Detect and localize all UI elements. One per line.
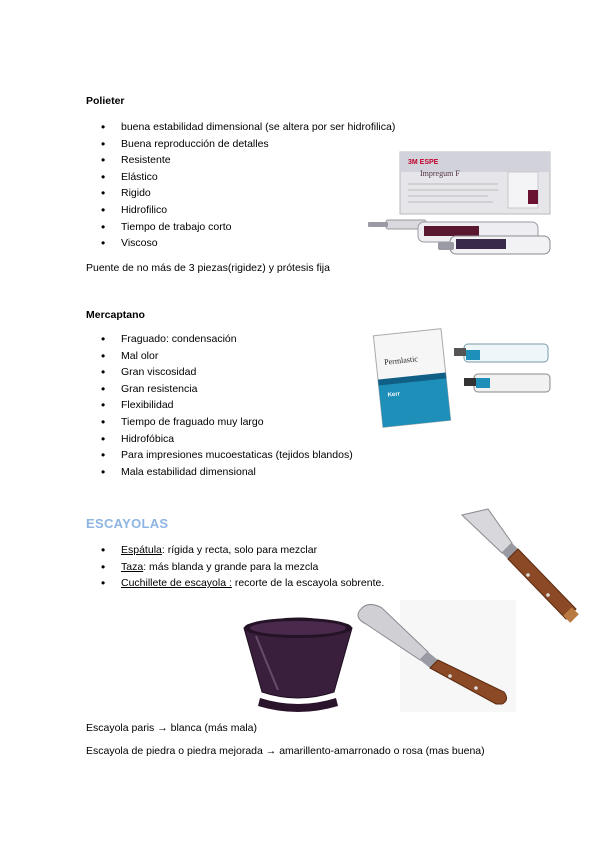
escayola-paris-value: blanca (más mala) [167,722,257,734]
permlastic-label: Permlastic [383,354,419,367]
mercaptano-list [86,331,353,480]
list-item: • Buena reproducción de detalles [86,136,395,153]
kerr-logo: Kerr [387,391,401,399]
term: Espátula [121,544,162,556]
list-item: • Rigido [86,185,395,202]
list-item: • Gran resistencia [86,381,353,398]
escayola-paris-label: Escayola paris [86,722,158,734]
list-item [86,542,384,559]
term: Cuchillete de escayola : [121,577,232,590]
list-item: • Mala estabilidad dimensional [86,464,353,481]
arrow-right-icon: → [265,745,277,757]
list-item: • Elástico [86,169,395,186]
list-item: • Gran viscosidad [86,364,353,381]
escayola-piedra-value: amarillento-amarronado o rosa (mas buena) [276,745,485,757]
list-item: • Flexibilidad [86,397,353,414]
definition: : rígida y recta, solo para mezclar [161,544,318,556]
polieter-heading: Polieter [86,95,125,107]
escayola-piedra-label: Escayola de piedra o piedra mejorada [86,745,266,757]
impregum-brand: 3M ESPE [408,159,439,166]
arrow-right-icon: → [157,722,168,734]
impregum-label: Impregum F [420,169,460,178]
permlastic-product-image [372,322,554,434]
definition: : más blanda y grande para la mezcla [143,560,319,573]
list-item: • Hidrofilico [86,202,395,219]
list-item: • Tiempo de fraguado muy largo [86,414,353,431]
list-item: • Viscoso [86,235,395,252]
impregum-product-image [358,150,558,258]
list-item: • Mal olor [86,348,353,365]
list-item: • buena estabilidad dimensional (se altera por ser hidrofilica) [86,119,395,136]
bowl-image [238,606,358,718]
escayolas-title: ESCAYOLAS [86,516,169,531]
list-item: • Resistente [86,152,395,169]
spatula-image [352,600,518,716]
mercaptano-heading: Mercaptano [86,309,145,321]
term: Taza [121,560,144,573]
list-item: • Hidrofóbica [86,431,353,448]
definition: recorte de la escayola sobrente. [231,577,385,590]
polieter-note: Puente de no más de 3 piezas(rigidez) y prótesis fija [86,262,330,274]
polieter-list [86,119,395,252]
list-item [86,559,384,576]
list-item: • Tiempo de trabajo corto [86,219,395,236]
list-item: • Para impresiones mucoestaticas (tejidos blandos) [86,447,353,464]
escayola-piedra-line [86,745,485,757]
list-item [86,575,384,592]
escayolas-list [86,542,384,592]
list-item: • Fraguado: condensación [86,331,353,348]
escayola-paris-line [86,722,257,734]
